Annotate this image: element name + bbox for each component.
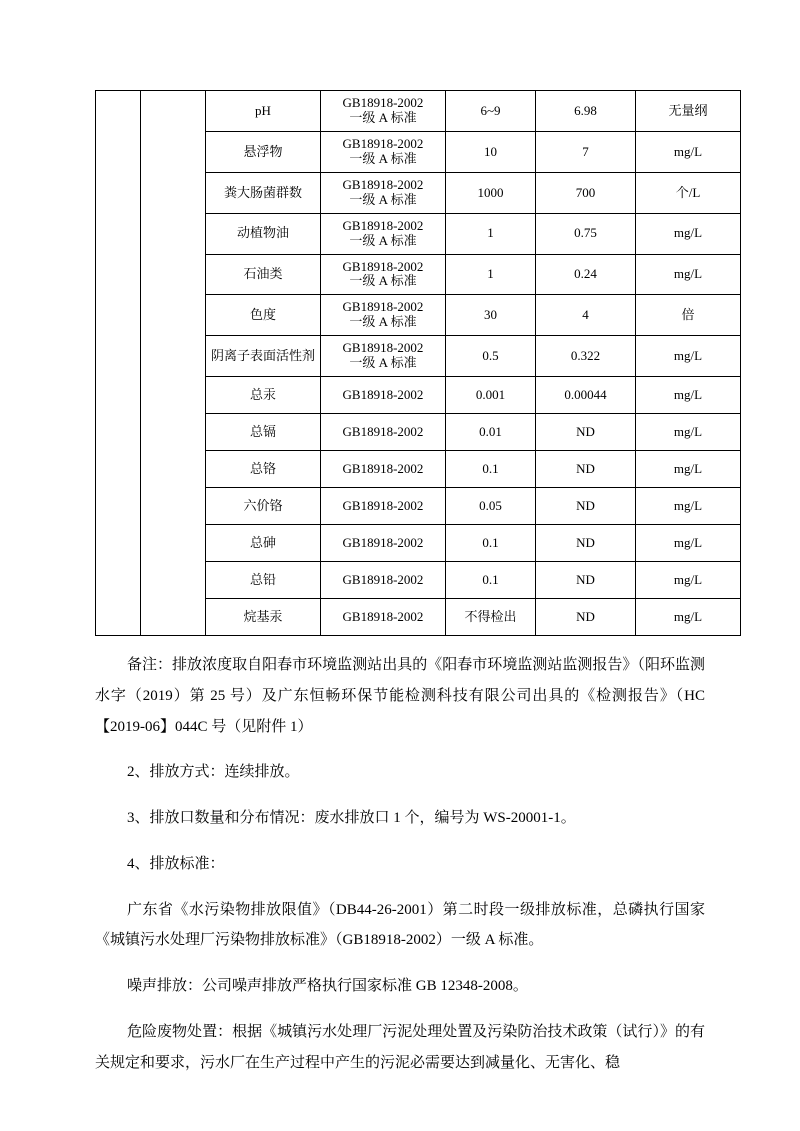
measured-value: 0.75 xyxy=(536,213,636,254)
standard-grade: 一级 A 标准 xyxy=(349,191,417,207)
noise-paragraph: 噪声排放：公司噪声排放严格执行国家标准 GB 12348-2008。 xyxy=(127,978,528,995)
measured-value: 6.98 xyxy=(536,91,636,132)
pollutant-name: pH xyxy=(206,91,321,132)
limit-value: 30 xyxy=(446,295,536,336)
unit-value: mg/L xyxy=(636,525,741,562)
table-body xyxy=(96,91,741,636)
standard-detail-paragraph: 广东省《水污染物排放限值》（DB44-26-2001）第二时段一级排放标准，总磷执行国家《城镇污水处理厂污染物排放标准》（GB18918-2002）一级 A 标准。 xyxy=(95,901,705,949)
measured-value: ND xyxy=(536,599,636,636)
limit-value: 6~9 xyxy=(446,91,536,132)
standard-code: GB18918-2002 xyxy=(342,497,424,513)
limit-value: 0.001 xyxy=(446,377,536,414)
standard-code: GB18918-2002 xyxy=(342,217,424,233)
standard-cell xyxy=(321,91,446,132)
unit-value: mg/L xyxy=(636,599,741,636)
limit-value: 0.1 xyxy=(446,451,536,488)
measured-value: 4 xyxy=(536,295,636,336)
standard-code: GB18918-2002 xyxy=(342,571,424,587)
unit-value: 无量纲 xyxy=(636,91,741,132)
standard-cell xyxy=(321,562,446,599)
standard-grade: 一级 A 标准 xyxy=(349,150,417,166)
measured-value: ND xyxy=(536,562,636,599)
standard-code: GB18918-2002 xyxy=(342,608,424,624)
standard-cell xyxy=(321,525,446,562)
standard-grade: 一级 A 标准 xyxy=(349,109,417,125)
measured-value: ND xyxy=(536,414,636,451)
limit-value: 1 xyxy=(446,213,536,254)
discharge-standard-heading: 4、排放标准： xyxy=(127,855,225,872)
pollutant-name: 总镉 xyxy=(206,414,321,451)
pollutant-name: 总砷 xyxy=(206,525,321,562)
standard-code: GB18918-2002 xyxy=(342,176,424,192)
limit-value: 0.1 xyxy=(446,562,536,599)
table-row xyxy=(96,91,741,132)
limit-value: 0.05 xyxy=(446,488,536,525)
unit-value: mg/L xyxy=(636,377,741,414)
unit-value: mg/L xyxy=(636,254,741,295)
measured-value: 0.24 xyxy=(536,254,636,295)
standard-cell xyxy=(321,172,446,213)
standard-cell xyxy=(321,488,446,525)
standard-code: GB18918-2002 xyxy=(342,95,424,110)
unit-value: mg/L xyxy=(636,336,741,377)
pollutant-name: 阴离子表面活性剂 xyxy=(206,336,321,377)
outlet-count-paragraph: 3、排放口数量和分布情况：废水排放口 1 个，编号为 WS-20001-1。 xyxy=(127,810,576,827)
standard-grade: 一级 A 标准 xyxy=(349,314,417,330)
measured-value: ND xyxy=(536,488,636,525)
standard-cell xyxy=(321,295,446,336)
standard-cell xyxy=(321,254,446,295)
standard-grade: 一级 A 标准 xyxy=(349,232,417,248)
standard-code: GB18918-2002 xyxy=(342,386,424,402)
standard-grade: 一级 A 标准 xyxy=(349,355,417,371)
standard-code: GB18918-2002 xyxy=(342,423,424,439)
measured-value: 0.322 xyxy=(536,336,636,377)
measured-value: ND xyxy=(536,525,636,562)
limit-value: 0.01 xyxy=(446,414,536,451)
pollutant-name: 六价铬 xyxy=(206,488,321,525)
unit-value: mg/L xyxy=(636,562,741,599)
standard-cell xyxy=(321,599,446,636)
pollutant-name: 总铅 xyxy=(206,562,321,599)
pollutant-name: 石油类 xyxy=(206,254,321,295)
standard-code: GB18918-2002 xyxy=(342,534,424,550)
standard-cell xyxy=(321,336,446,377)
limit-value: 0.5 xyxy=(446,336,536,377)
pollutant-name: 动植物油 xyxy=(206,213,321,254)
measured-value: 700 xyxy=(536,172,636,213)
unit-value: mg/L xyxy=(636,488,741,525)
row-group-cell-a xyxy=(96,91,141,636)
row-group-cell-b xyxy=(141,91,206,636)
standard-code: GB18918-2002 xyxy=(342,340,424,356)
unit-value: 个/L xyxy=(636,172,741,213)
limit-value: 1000 xyxy=(446,172,536,213)
limit-value: 10 xyxy=(446,131,536,172)
standard-grade: 一级 A 标准 xyxy=(349,273,417,289)
measured-value: ND xyxy=(536,451,636,488)
standard-code: GB18918-2002 xyxy=(342,258,424,274)
standard-code: GB18918-2002 xyxy=(342,460,424,476)
standard-code: GB18918-2002 xyxy=(342,299,424,315)
unit-value: mg/L xyxy=(636,131,741,172)
unit-value: mg/L xyxy=(636,213,741,254)
standard-cell xyxy=(321,213,446,254)
standard-cell xyxy=(321,414,446,451)
pollutant-name: 烷基汞 xyxy=(206,599,321,636)
pollutant-name: 粪大肠菌群数 xyxy=(206,172,321,213)
standard-cell xyxy=(321,131,446,172)
unit-value: mg/L xyxy=(636,414,741,451)
pollutant-name: 总铬 xyxy=(206,451,321,488)
measured-value: 0.00044 xyxy=(536,377,636,414)
pollutant-discharge-table xyxy=(95,90,741,636)
pollutant-name: 悬浮物 xyxy=(206,131,321,172)
unit-value: mg/L xyxy=(636,451,741,488)
standard-cell xyxy=(321,451,446,488)
pollutant-name: 总汞 xyxy=(206,377,321,414)
pollutant-name: 色度 xyxy=(206,295,321,336)
hazardous-waste-paragraph: 危险废物处置：根据《城镇污水处理厂污泥处理处置及污染防治技术政策（试行）》的有关规定和要求，污水厂在生产过程中产生的污泥必需要达到减量化、无害化、稳 xyxy=(95,1023,705,1071)
unit-value: 倍 xyxy=(636,295,741,336)
standard-cell xyxy=(321,377,446,414)
limit-value: 不得检出 xyxy=(446,599,536,636)
discharge-method-paragraph: 2、排放方式：连续排放。 xyxy=(127,764,300,781)
measured-value: 7 xyxy=(536,131,636,172)
limit-value: 1 xyxy=(446,254,536,295)
standard-code: GB18918-2002 xyxy=(342,135,424,151)
limit-value: 0.1 xyxy=(446,525,536,562)
note-paragraph: 备注：排放浓度取自阳春市环境监测站出具的《阳春市环境监测站监测报告》（阳环监测水字（2019）第 25 号）及广东恒畅环保节能检测科技有限公司出具的《检测报告》（HC【2019-06】044C 号（见附件 1） xyxy=(95,657,705,735)
